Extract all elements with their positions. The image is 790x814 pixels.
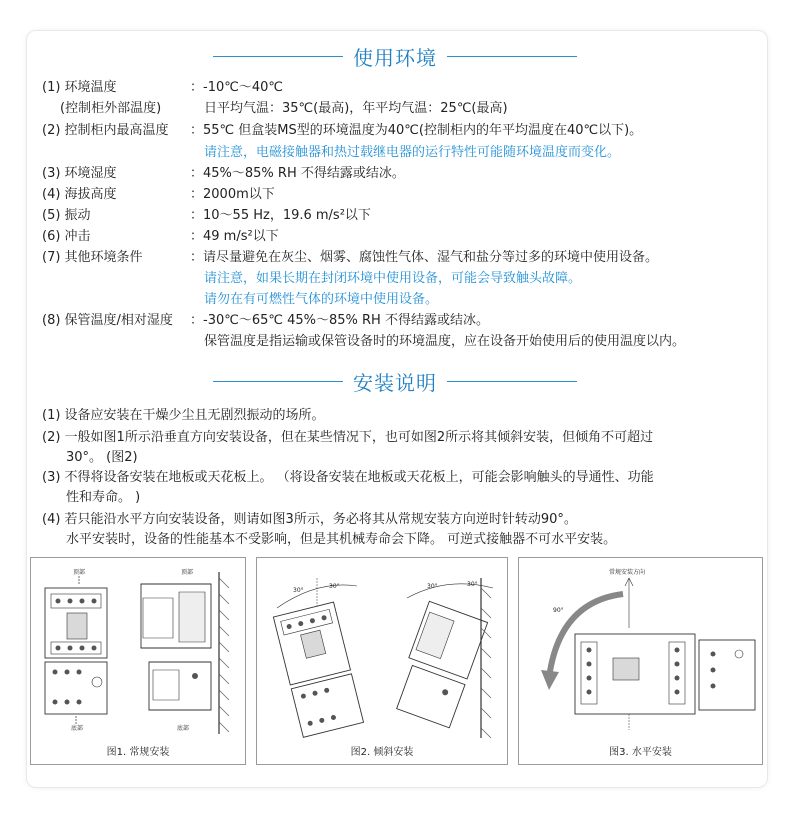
env-label-1b: (控制柜外部温度) [60, 101, 162, 116]
figure-1-drawing [31, 558, 247, 766]
section-title-install [0, 366, 790, 396]
install-title: 安装说明 [353, 370, 437, 395]
install-line-4: (4) 若只能沿水平方向安装设备，则请如图3所示，务必将其从常规安装方向逆时针转动90°。 [42, 512, 577, 527]
figure-2-caption: 图2. 倾斜安装 [350, 747, 414, 758]
install-line-3: (3) 不得将设备安装在地板或天花板上。 （将设备安装在地板或天花板上，可能会影响触头的导通性、功能 [42, 470, 654, 485]
section-title-environment [0, 41, 790, 71]
env-label-2: (2) 控制柜内最高温度 [42, 123, 169, 138]
env-note-7b: 请勿在有可燃性气体的环境中使用设备。 [204, 292, 439, 307]
title-divider-right [447, 56, 577, 57]
env-value-1: ：-10℃～40℃ [190, 80, 283, 95]
fig1-bottom-label-front: 底部 [71, 725, 84, 732]
env-value-1b: 日平均气温：35℃(最高)，年平均气温：25℃(最高) [204, 101, 508, 116]
fig2-angle-label-left-1: 30° [293, 587, 304, 594]
figure-2 [256, 557, 508, 765]
env-value-2: ：55℃ 但盒装MS型的环境温度为40℃(控制柜内的年平均温度在40℃以下)。 [190, 123, 643, 138]
title-divider-left [213, 56, 343, 57]
env-label-4: (4) 海拔高度 [42, 187, 117, 202]
install-line-2b: 30°。 (图2) [66, 450, 138, 465]
env-value-6: ：49 m/s²以下 [190, 229, 279, 244]
env-label-8: (8) 保管温度/相对湿度 [42, 313, 173, 328]
figure-3-caption: 图3. 水平安装 [609, 747, 672, 758]
env-note-7a: 请注意，如果长期在封闭环境中使用设备，可能会导致触头故障。 [204, 271, 582, 286]
fig2-angle-label-left-2: 30° [329, 583, 340, 590]
fig1-bottom-label-side: 底部 [177, 725, 190, 732]
figure-3 [518, 557, 763, 765]
fig1-top-label-front: 顶部 [73, 569, 86, 576]
figure-1-caption: 图1. 常规安装 [106, 747, 170, 758]
env-label-3: (3) 环境湿度 [42, 166, 117, 181]
env-value-5: ：10～55 Hz，19.6 m/s²以下 [190, 208, 371, 223]
env-label-5: (5) 振动 [42, 208, 91, 223]
env-label-7: (7) 其他环境条件 [42, 250, 143, 265]
fig1-top-label-side: 顶部 [181, 569, 194, 576]
environment-title: 使用环境 [353, 45, 437, 70]
fig2-angle-label-right-2: 30° [467, 581, 478, 588]
install-line-3b: 性和寿命。 ) [66, 490, 141, 505]
env-value-7: ：请尽量避免在灰尘、烟雾、腐蚀性气体、湿气和盐分等过多的环境中使用设备。 [190, 250, 659, 265]
fig3-direction-label: 常规安装方向 [609, 569, 646, 576]
fig3-angle-label: 90° [553, 607, 564, 614]
install-line-1: (1) 设备应安装在干燥少尘且无剧烈振动的场所。 [42, 408, 325, 423]
env-row-1 [42, 78, 117, 98]
title-divider-right [447, 381, 577, 382]
figure-strip [30, 557, 764, 767]
title-divider-left [213, 381, 343, 382]
env-value-3: ：45%～85% RH 不得结露或结冰。 [190, 166, 405, 181]
install-line-4b: 水平安装时，设备的性能基本不受影响，但是其机械寿命会下降。 可逆式接触器不可水平安装。 [66, 532, 617, 547]
env-note-2: 请注意，电磁接触器和热过载继电器的运行特性可能随环境温度而变化。 [204, 145, 621, 160]
fig2-angle-label-right-1: 30° [427, 583, 438, 590]
env-label: (1) 环境温度 [42, 80, 117, 95]
figure-3-drawing [519, 558, 764, 766]
env-value-8: ：-30℃～65℃ 45%～85% RH 不得结露或结冰。 [190, 313, 489, 328]
install-line-2: (2) 一般如图1所示沿垂直方向安装设备，但在某些情况下，也可如图2所示将其倾斜安装，但倾角不可超过 [42, 430, 654, 445]
figure-2-drawing [257, 558, 509, 766]
env-text-8: 保管温度是指运输或保管设备时的环境温度，应在设备开始使用后的使用温度以内。 [204, 334, 686, 349]
env-label-6: (6) 冲击 [42, 229, 91, 244]
figure-1 [30, 557, 246, 765]
env-value-4: ：2000m以下 [190, 187, 275, 202]
